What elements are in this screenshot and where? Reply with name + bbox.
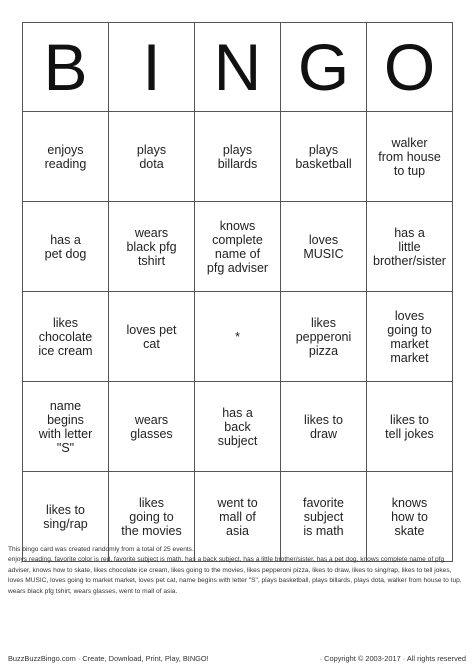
bingo-cell: loves MUSIC [281,202,367,292]
bingo-cell: has a little brother/sister [367,202,453,292]
bingo-cell: walker from house to tup [367,112,453,202]
bingo-cell: likes going to the movies [109,472,195,562]
bingo-cell: has a pet dog [23,202,109,292]
header-letter-i: I [109,23,195,112]
grid-row [23,112,453,202]
bingo-cell: wears black pfg tshirt [109,202,195,292]
header-letter-g: G [281,23,367,112]
bingo-cell: favorite subject is math [281,472,367,562]
bingo-cell: plays basketball [281,112,367,202]
bingo-cell: knows complete name of pfg adviser [195,202,281,292]
event-list-note [8,545,466,597]
bingo-cell: name begins with letter "S" [23,382,109,472]
bingo-cell: likes to tell jokes [367,382,453,472]
bingo-cell: likes to sing/rap [23,472,109,562]
bingo-card [22,22,453,539]
free-space-cell: * [195,292,281,382]
header-letter-n: N [195,23,281,112]
bingo-cell: likes chocolate ice cream [23,292,109,382]
header-letter-o: O [367,23,453,112]
copyright-text: · Copyright © 2003-2017 · All rights reserved [319,654,466,663]
bingo-cell: likes to draw [281,382,367,472]
bingo-cell: plays dota [109,112,195,202]
grid-row [23,202,453,292]
bingo-cell: enjoys reading [23,112,109,202]
header-row [23,23,453,112]
site-footer [8,654,466,664]
bingo-cell: wears glasses [109,382,195,472]
bingo-cell: has a back subject [195,382,281,472]
event-list-text: enjoys reading, favorite color is red, favorite subject is math, has a back subject, has a little brother/sister, has a pet dog, knows complete name of pfg adviser, knows how to skate, likes chocolate ice cream, likes going to the movies, likes pepperoni pizza, likes to draw, likes to sing/rap, likes to tell jokes, loves MUSIC, loves going to market market, loves pet cat, name begins with letter "S", plays basketball, plays billards, plays dota, walker from house to tup, wears black pfg tshirt, wears glasses, went to mall of asia. [8,556,462,595]
bingo-cell: knows how to skate [367,472,453,562]
bingo-cell: likes pepperoni pizza [281,292,367,382]
site-tagline: BuzzBuzzBingo.com · Create, Download, Print, Play, BINGO! [8,654,209,663]
bingo-cell: plays billards [195,112,281,202]
header-letter-b: B [23,23,109,112]
grid-row [23,382,453,472]
bingo-cell: went to mall of asia [195,472,281,562]
grid-row [23,292,453,382]
bingo-cell: loves going to market market [367,292,453,382]
bingo-cell: loves pet cat [109,292,195,382]
event-count-text: This bingo card was created randomly from a total of 25 events. [8,546,194,553]
bingo-grid [22,22,453,562]
